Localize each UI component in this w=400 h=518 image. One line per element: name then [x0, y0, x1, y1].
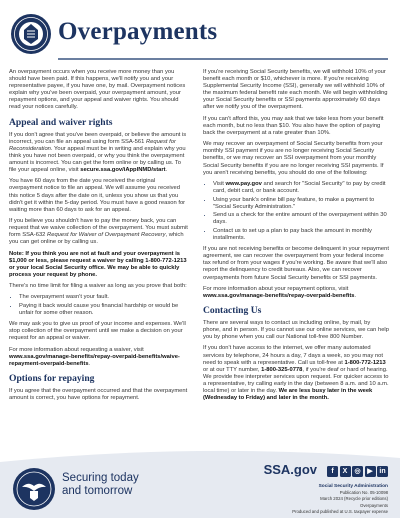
repaying-paragraph: If you agree that the overpayment occurred and that the overpayment amount is correct, you have options for repayment.: [9, 387, 188, 401]
afford-paragraph: If you can't afford this, you may ask that we take less from your benefit each month, but no less than $10. You also have the option of paying back the overpayment at a rate greater than 10%.: [203, 115, 384, 136]
ssa-logo-icon: [12, 467, 56, 511]
list-item: • Visit www.pay.gov and search for "Social Security" to pay by credit card, debit card, or bank account.: [213, 181, 389, 195]
payment-options-list: [203, 181, 389, 242]
linkedin-icon[interactable]: in: [377, 466, 388, 477]
waiver-paragraph: If you believe you shouldn't have to pay the money back, you can request that we waive collection of the overpayment. You must submit form SSA-632 Request for Waiver of Overpayment Recovery, which you can get online or by calling us.: [9, 217, 188, 246]
list-item: • Contact us to set up a plan to pay back the amount in monthly installments.: [213, 228, 389, 242]
appeal-paragraph: If you don't agree that you've been overpaid, or believe the amount is incorrect, you can file an appeal using form SSA-561 Request for Reconsideration. Your appeal must be in writing and explain why you think you have not been overpaid, or why you think the overpayment amount is incorrect. You can get the form online or by calling us. To file your appeal online, visit secure.ssa.gov/iApplNMD/start.: [9, 131, 187, 174]
intro-paragraph: An overpayment occurs when you receive more money than you should have been paid. If this happens, we'll notify you and your representative payee, if you have one, by mail. Overpayment notices explain why you've been overpaid, your overpayment amount, your repayment options, and your appeal and waiver rights. You should read your notices carefully.: [9, 69, 186, 111]
toll-free-number[interactable]: 1-800-772-1213: [344, 359, 386, 366]
publication-info: Social Security Administration Publication No. 05-10098 March 2024 (Recycle prior editions) Overpayments Produced and published at U.S. taxpayer expense: [292, 484, 388, 514]
appeal-link[interactable]: secure.ssa.gov/iApplNMD/start: [80, 167, 166, 174]
footer-brand: [218, 460, 388, 515]
contacting-us-heading: Contacting Us: [203, 304, 262, 316]
proof-paragraph: We may ask you to give us proof of your income and expenses. We'll stop collection of the overpayment until we make a decision on your request for an appeal or waiver.: [9, 321, 186, 342]
phone-paragraph: If you don't have access to the internet, we offer many automated services by telephone, 24 hours a day, 7 days a week, so you may not need to speak with a representative. Call us toll-free at 1-800-772-1213 or at our TTY number, 1-800-325-0778, if you're deaf or hard of hearing. We provide free interpreter services upon request. For quicker access to a representative, try calling early in the day (between 8 a.m. and 10 a.m. local time) or later in the day. We are less busy later in the week (Wednesday to Friday) and later in the month.: [203, 345, 389, 402]
list-item: • Send us a check for the entire amount of the overpayment within 30 days.: [213, 212, 389, 226]
waiver-link[interactable]: www.ssa.gov/manage-benefits/repay-overpaid-benefits/waive-repayment-overpaid-benefits: [9, 353, 180, 367]
waiver-info-paragraph: For more information about requesting a waiver, visit www.ssa.gov/manage-benefits/repay-overpaid-benefits/waive-repayment-overpaid-benefits.: [9, 346, 180, 367]
pay-gov-link[interactable]: www.pay.gov: [225, 180, 262, 187]
footer: [0, 448, 400, 518]
waiver-note: Note: If you think you are not at fault and your overpayment is $1,000 or less, please request a waiver by calling 1-800-772-1213 or your local Social Security office. We may be able to quickly process your request by phone.: [9, 250, 187, 278]
left-column: [9, 69, 189, 406]
x-icon[interactable]: X: [340, 466, 351, 477]
header: [0, 0, 400, 66]
busy-times-note: We are less busy later in the week (Wednesday to Friday) and later in the month.: [203, 388, 373, 402]
appeal-waiver-heading: Appeal and waiver rights: [9, 116, 113, 128]
ssa-seal-icon: [10, 13, 52, 55]
form-632-title: Request for Waiver of Overpayment Recovery: [47, 232, 166, 239]
form-561-title: Request for Reconsideration: [9, 138, 176, 152]
waiver-conditions-list: [9, 294, 189, 317]
repayment-link[interactable]: www.ssa.gov/manage-benefits/repay-overpaid-benefits: [203, 292, 355, 299]
list-item: • Paying it back would cause you financial hardship or would be unfair for some other reason.: [19, 303, 189, 317]
deadline-paragraph: You have 60 days from the date you received the original overpayment notice to file an appeal. We will assume you received this notice 5 days after the date on it, unless you show us that you didn't get it within the 5-day period. You must have a good reason for waiting more than 60 days to ask for an appeal.: [9, 178, 186, 213]
withholding-paragraph: If you're receiving Social Security benefits, we will withhold 10% of your benefit each month or $10, whichever is more. If you're receiving Supplemental Security Income (SSI), generally we will withhold 10% of the maximum federal benefit rate each month. We will begin withholding your Social Security benefits or SSI payments approximately 60 days after we notify you of the overpayment.: [203, 69, 388, 111]
tagline: Securing today and tomorrow: [62, 472, 139, 497]
title-rule: [58, 58, 388, 60]
list-item: • Using your bank's online bill pay feature, to make a payment to "Social Security Administration.": [213, 197, 389, 211]
repaying-options-heading: Options for repaying: [9, 372, 95, 384]
facebook-icon[interactable]: f: [327, 466, 338, 477]
repayment-info-paragraph: For more information about your repayment options, visit www.ssa.gov/manage-benefits/repay-overpaid-benefits.: [203, 285, 357, 299]
list-item: • The overpayment wasn't your fault.: [19, 294, 189, 301]
recovery-paragraph: We may recover an overpayment of Social Security benefits from your monthly SSI payment if you are no longer receiving Social Security benefits, or we may recover an SSI overpayment from your monthly Social Security benefits if you are no longer receiving SSI payments. If you aren't receiving benefits, you should do one of the following:: [203, 141, 384, 176]
instagram-icon[interactable]: ◎: [352, 466, 363, 477]
youtube-icon[interactable]: ▶: [365, 466, 376, 477]
time-limit-paragraph: There's no time limit for filing a waiver as long as you prove that both:: [9, 283, 187, 290]
delinquency-paragraph: If you are not receiving benefits or become delinquent in your repayment agreement, we can recover the overpayment from your federal income tax refund or from your wages if you're working. Be aware that we'll also report the delinquency to credit bureaus. Also, we can recover overpayments from future Social Security benefits or SSI payments.: [203, 246, 389, 281]
page-title: Overpayments: [58, 18, 218, 45]
social-icons: [326, 460, 389, 478]
right-column: [203, 69, 389, 406]
tty-number[interactable]: 1-800-325-0778: [261, 366, 303, 373]
contact-paragraph: There are several ways to contact us including online, by mail, by phone, and in person. If you cannot use our online services, we can help you by phone when you call our National toll-free 800 Number.: [203, 319, 389, 341]
ssa-site-link[interactable]: SSA.gov: [263, 461, 318, 477]
